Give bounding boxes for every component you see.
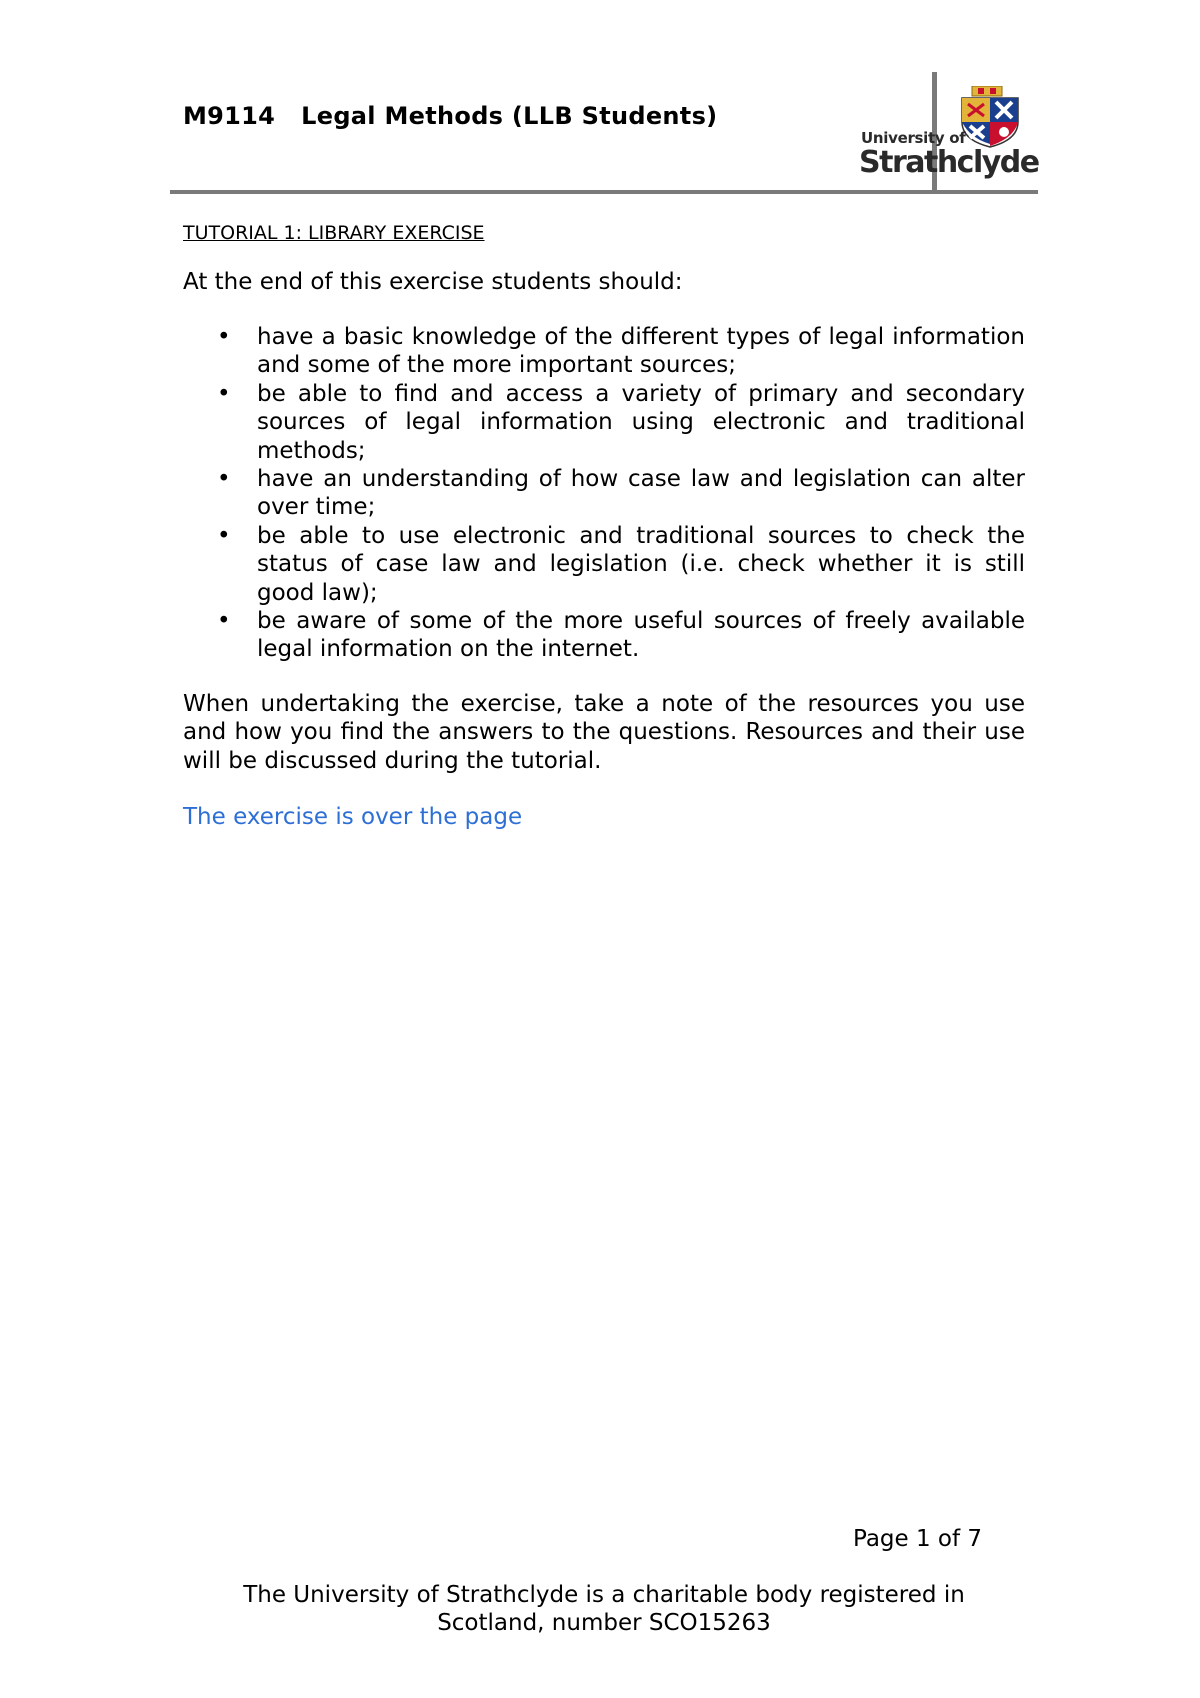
page-number: Page 1 of 7 <box>853 1526 983 1552</box>
bullet-icon: • <box>217 608 231 635</box>
course-title <box>183 102 717 130</box>
tutorial-heading: TUTORIAL 1: LIBRARY EXERCISE <box>183 222 485 244</box>
list-item <box>183 323 1025 380</box>
header-horizontal-rule <box>170 190 1038 194</box>
university-logo <box>858 86 1039 186</box>
university-crest-icon <box>958 86 1022 148</box>
course-name: Legal Methods (LLB Students) <box>301 102 718 130</box>
objective-text: have an understanding of how case law and legislation can alter over time; <box>257 466 1025 521</box>
bullet-icon: • <box>217 324 231 350</box>
list-item <box>183 607 1025 664</box>
objectives-list <box>183 323 1025 664</box>
objective-text: be aware of some of the more useful sources of freely available legal information on the internet. <box>257 608 1025 663</box>
instructions-paragraph: When undertaking the exercise, take a note of the resources you use and how you find the answers to the questions. Resources and their use will be discussed during the tutorial. <box>183 691 1025 774</box>
course-code: M9114 <box>183 102 276 130</box>
logo-university-of: University of <box>861 129 966 147</box>
objective-text: be able to find and access a variety of primary and secondary sources of legal information using electronic and traditional methods; <box>257 380 1025 464</box>
logo-strathclyde: Strathclyde <box>859 145 1039 180</box>
list-item <box>183 380 1025 465</box>
objective-text: be able to use electronic and traditional sources to check the status of case law and legislation (i.e. check whether it is still good law); <box>257 522 1025 606</box>
bullet-icon: • <box>217 466 231 493</box>
footer <box>170 1581 1038 1638</box>
intro-text: At the end of this exercise students should: <box>183 269 683 295</box>
list-item <box>183 522 1025 607</box>
bullet-icon: • <box>217 380 231 407</box>
footer-line-2: Scotland, number SCO15263 <box>437 1610 771 1637</box>
objective-text: have a basic knowledge of the different types of legal information and some of the more important sources; <box>257 324 1025 379</box>
exercise-note: The exercise is over the page <box>183 804 523 830</box>
list-item <box>183 465 1025 522</box>
footer-line-1: The University of Strathclyde is a charitable body registered in <box>243 1582 965 1608</box>
bullet-icon: • <box>217 522 231 549</box>
